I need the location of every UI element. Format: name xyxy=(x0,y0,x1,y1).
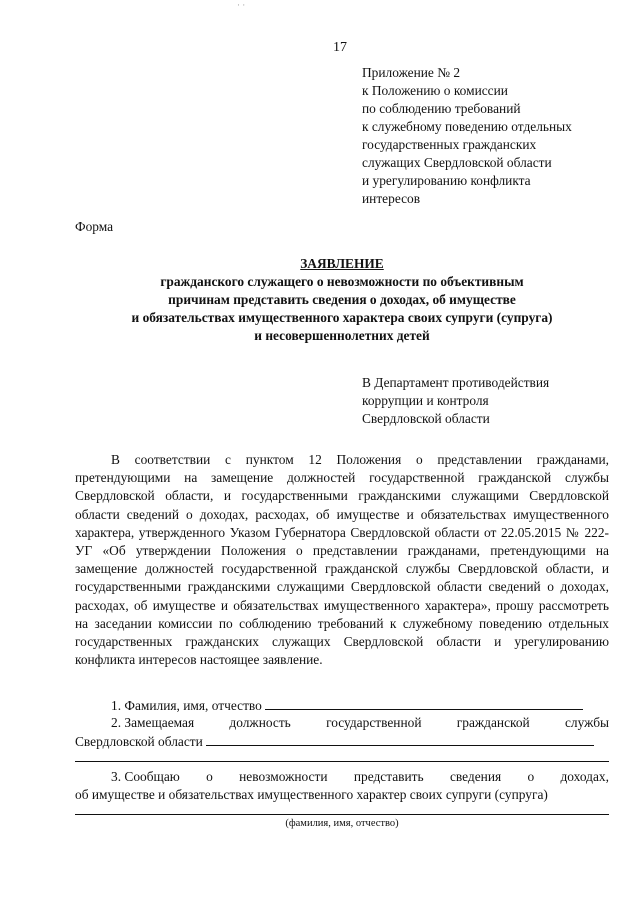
title-line: причинам представить сведения о доходах, об имуществе xyxy=(168,292,516,307)
field-position-word: гражданской xyxy=(456,715,530,730)
appendix-line: Приложение № 2 xyxy=(362,65,461,80)
appendix-line: служащих Свердловской области xyxy=(362,155,552,170)
field-statement-word: о xyxy=(206,769,213,784)
appendix-line: и урегулированию конфликта xyxy=(362,173,531,188)
addressee-line: коррупции и контроля xyxy=(362,393,489,408)
field-statement-word: 3. Сообщаю xyxy=(111,769,180,784)
position-blank[interactable] xyxy=(206,732,594,746)
title-line: и обязательствах имущественного характера своих супруги (супруга) xyxy=(131,310,553,325)
addressee-line: Свердловской области xyxy=(362,411,490,426)
field-statement-line1 xyxy=(75,768,609,786)
field-statement-word: невозможности xyxy=(239,769,328,784)
addressee-block xyxy=(362,374,549,428)
field-full-name-label: 1. Фамилия, имя, отчество xyxy=(111,698,262,713)
field-position-word: должность xyxy=(229,715,291,730)
full-name-blank[interactable] xyxy=(265,696,583,710)
field-statement-word: доходах, xyxy=(560,769,609,784)
field-statement-line2: об имуществе и обязательствах имущественного характер своих супруги (супруга) xyxy=(75,787,548,802)
field-full-name xyxy=(75,696,609,715)
field-position-line1 xyxy=(75,714,609,732)
appendix-line: интересов xyxy=(362,191,421,206)
document-title xyxy=(75,255,609,345)
field-statement-word: о xyxy=(527,769,535,784)
field-position-region: Свердловской области xyxy=(75,734,203,749)
field-statement-word: сведения xyxy=(449,769,502,784)
field-position-line2 xyxy=(75,732,609,751)
appendix-line: к Положению о комиссии xyxy=(362,83,508,98)
spouse-name-blank[interactable] xyxy=(75,814,609,815)
appendix-line: по соблюдению требований xyxy=(362,101,521,116)
field-position-word: государственной xyxy=(326,715,422,730)
position-blank-line2[interactable] xyxy=(75,761,609,762)
appendix-line: к служебному поведению отдельных xyxy=(362,119,572,134)
scan-mark: · · xyxy=(237,0,246,10)
field-statement-word: представить xyxy=(353,769,424,784)
body-paragraph: В соответствии с пунктом 12 Положения о представлении гражданами, претендующими на замещение должностей государственной гражданской службы Свердловской области, и государственными гражданскими служащими Свердловской области сведений о доходах, расходах, об имуществе и обязательствах имущественного характера, утвержденного Указом Губернатора Свердловской области от 22.05.2015 № 222-УГ «Об утверждении Положения о представлении гражданами, претендующими на замещение должностей государственной гражданской службы Свердловской области, и государственными гражданскими служащими Свердловской области сведений о доходах, расходах, об имуществе и обязательствах имущественного характера», прошу рассмотреть на заседании комиссии по соблюдению требований к служебному поведению отдельных государственных гражданских служащих Свердловской области и урегулированию конфликта интересов настоящее заявление. xyxy=(75,452,609,668)
title-line: и несовершеннолетних детей xyxy=(254,328,430,343)
appendix-block xyxy=(362,64,572,208)
appendix-line: государственных гражданских xyxy=(362,137,537,152)
field-position-word: 2. Замещаемая xyxy=(111,715,195,730)
form-label: Форма xyxy=(75,219,114,234)
title-main: ЗАЯВЛЕНИЕ xyxy=(300,256,384,271)
title-line: гражданского служащего о невозможности по объективным xyxy=(160,274,524,289)
page-number: 17 xyxy=(333,40,347,55)
addressee-line: В Департамент противодействия xyxy=(362,375,550,390)
field-position-word: службы xyxy=(564,715,609,730)
name-caption: (фамилия, имя, отчество) xyxy=(285,818,399,829)
